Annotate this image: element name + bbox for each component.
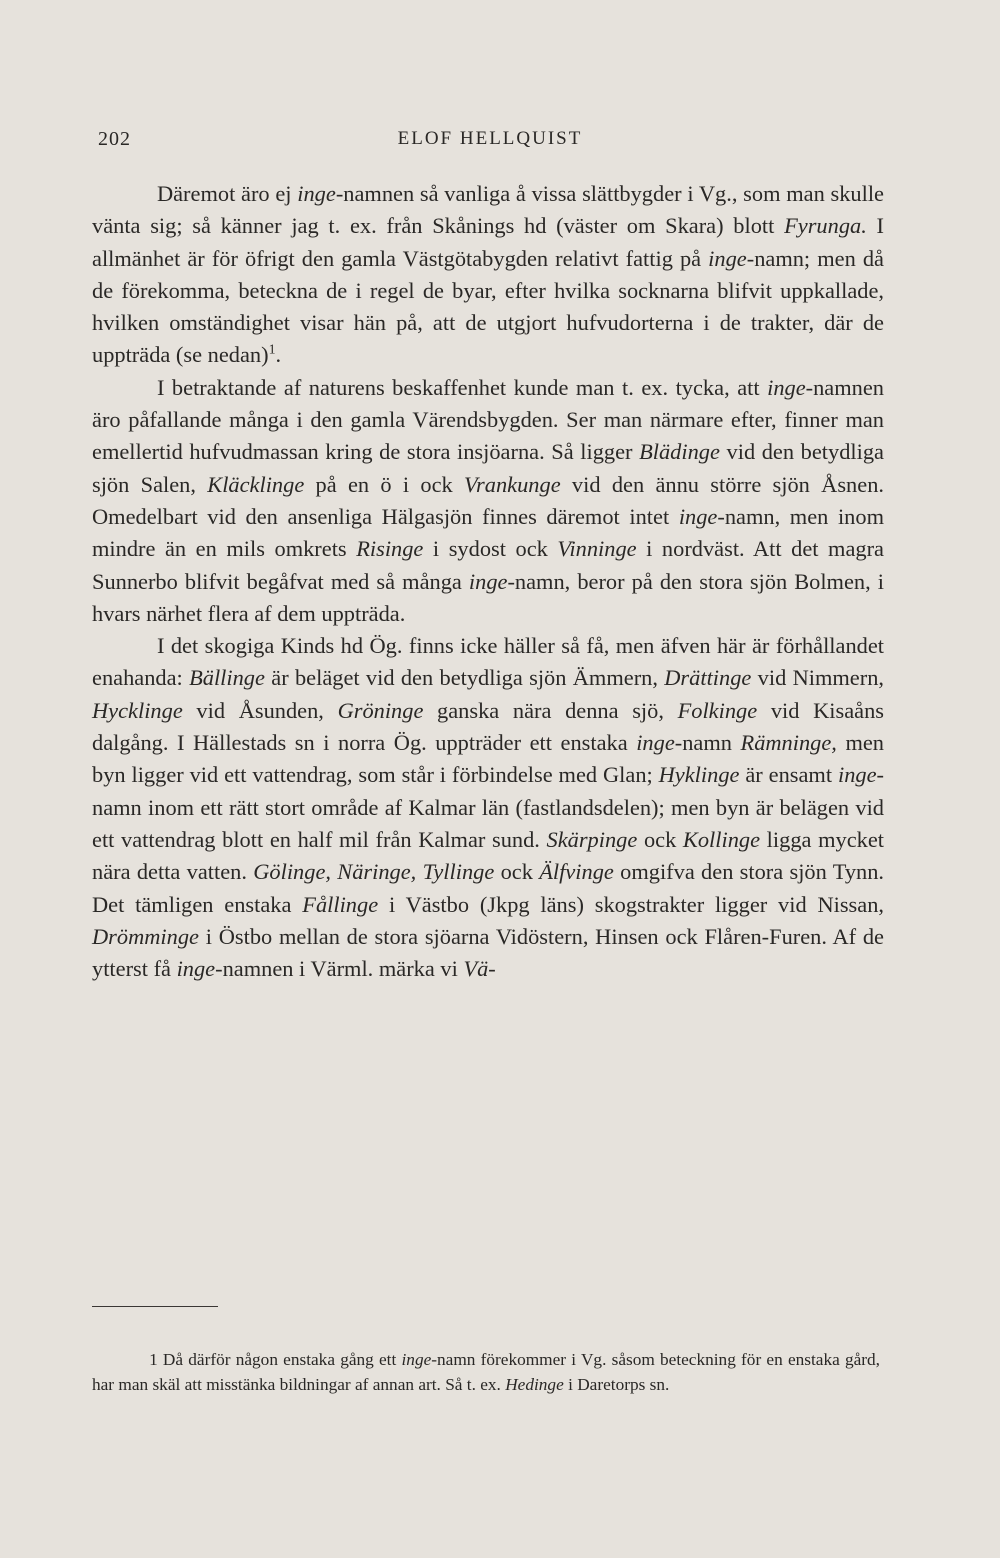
text-run: ock	[637, 826, 683, 852]
footnote	[92, 1347, 880, 1397]
text-run: i Östbo mellan de stora sjöarna Vidöstern, Hinsen ock Flåren-Furen. Af de ytterst få	[92, 923, 884, 982]
text-run: ganska nära denna sjö,	[423, 697, 678, 723]
text-run: ligga mycket nära detta vatten.	[92, 826, 884, 885]
body-text	[92, 178, 884, 985]
text-run: vid Kisaåns dalgång. I Hällestads sn i norra Ög. uppträder ett enstaka	[92, 697, 884, 756]
text-run: -namn	[674, 730, 741, 756]
text-run: -namn förekommer i Vg. såsom beteckning för en enstaka gård, har man skäl att misstänka bildningar af annan art. Så t. ex.	[92, 1350, 880, 1395]
italic-term: Drömminge	[92, 923, 199, 949]
text-run: vid Åsunden,	[182, 697, 338, 723]
italic-term: Älfvinge	[539, 859, 614, 885]
italic-term: Risinge	[356, 536, 424, 562]
italic-term: inge	[297, 181, 336, 206]
italic-term: inge	[767, 374, 806, 400]
text-run: 1 Då därför någon enstaka gång ett	[149, 1350, 402, 1370]
text-run: i sydost ock	[423, 536, 558, 562]
footnote-marker: 1	[268, 343, 276, 359]
text-run: ock	[494, 859, 540, 885]
paragraph-3	[92, 630, 884, 985]
text-run: .	[275, 342, 282, 368]
italic-term: Hycklinge	[92, 697, 183, 723]
italic-term: inge	[678, 503, 718, 529]
text-run: -namn inom ett rätt stort område af Kalmar län (fastlandsdelen); men byn är belägen vid ett vattendrag blott en half mil från Kalmar sund.	[92, 762, 884, 852]
italic-term: Vä-	[463, 956, 496, 982]
text-run: men byn ligger vid ett vattendrag, som står i förbindelse med Glan;	[92, 730, 884, 788]
italic-term: inge	[401, 1350, 432, 1370]
italic-term: Fyrunga.	[784, 213, 867, 239]
footnote-divider	[92, 1306, 218, 1307]
text-run: I allmänhet är för öfrigt den gamla Västgötabygden relativt fattig på	[92, 213, 884, 271]
italic-term: Skärpinge	[546, 826, 638, 852]
running-head	[98, 128, 882, 158]
italic-term: Rämninge,	[740, 730, 837, 756]
text-run: vid Nimmern,	[751, 665, 884, 691]
running-title: ELOF HELLQUIST	[397, 128, 583, 149]
italic-term: Bällinge	[189, 665, 265, 691]
text-run: I det skogiga Kinds hd Ög. finns icke häller så få, men äfven här är förhållandet enahanda:	[92, 633, 884, 691]
italic-term: Blädinge	[639, 439, 720, 465]
paragraph-1	[92, 178, 884, 372]
text-run: på en ö i ock	[304, 471, 465, 497]
italic-term: inge	[176, 956, 216, 982]
paragraph-2	[92, 372, 884, 630]
italic-term: Fållinge	[302, 891, 379, 917]
italic-term: Kollinge	[682, 826, 761, 852]
italic-term: inge	[708, 245, 747, 271]
page-number: 202	[98, 128, 131, 150]
text-run: I betraktande af naturens beskaffenhet kunde man t. ex. tycka, att	[156, 374, 768, 400]
text-run: i Daretorps sn.	[563, 1375, 670, 1395]
italic-term: Vrankunge	[464, 471, 561, 497]
text-run: -namn; men då de förekomma, beteckna de i regel de byar, efter hvilka socknarna blifvit uppkallade, hvilken omständighet visar hän på, att de utgjort hufvudorterna i de trakter, där de uppträda (se nedan)	[92, 245, 884, 368]
text-run: Däremot äro ej	[156, 181, 298, 206]
text-run: -namnen så vanliga å vissa slättbygder i Vg., som man skulle vänta sig; så känner jag t. ex. från Skånings hd (väster om Skara) blott	[92, 181, 884, 239]
italic-term: Kläcklinge	[207, 471, 305, 497]
text-run: -namnen äro påfallande många i den gamla Värendsbygden. Ser man närmare efter, finner man emellertid hufvudmassan kring de stora insjöarna. Så ligger	[92, 374, 884, 465]
text-run: är ensamt	[739, 762, 838, 788]
italic-term: Vinninge	[557, 536, 637, 562]
text-run: -namn, beror på den stora sjön Bolmen, i hvars närhet flera af dem uppträda.	[92, 568, 884, 626]
text-run: vid den ännu större sjön Åsnen. Omedelbart vid den ansenliga Hälgasjön finnes däremot intet	[92, 471, 884, 529]
italic-term: Folkinge	[677, 697, 758, 723]
italic-term: Gölinge, Näringe, Tyllinge	[253, 859, 495, 885]
italic-term: Drättinge	[664, 665, 752, 691]
text-run: i nordväst. Att det magra Sunnerbo blifvit begåfvat med så många	[92, 536, 884, 594]
text-run: omgifva den stora sjön Tynn. Det tämligen enstaka	[92, 859, 885, 917]
text-run: vid den betydliga sjön Salen,	[92, 439, 884, 497]
italic-term: Hedinge	[505, 1375, 564, 1395]
italic-term: inge	[636, 730, 675, 756]
italic-term: inge	[468, 568, 508, 594]
text-run: -namnen i Värml. märka vi	[215, 956, 464, 982]
text-run: -namn, men inom mindre än en mils omkrets	[92, 503, 884, 562]
italic-term: inge	[837, 762, 877, 788]
italic-term: Gröninge	[337, 697, 424, 723]
text-run: i Västbo (Jkpg läns) skogstrakter ligger vid Nissan,	[378, 891, 885, 917]
text-run: är beläget vid den betydliga sjön Ämmern,	[264, 665, 665, 691]
italic-term: Hyklinge	[658, 762, 740, 788]
